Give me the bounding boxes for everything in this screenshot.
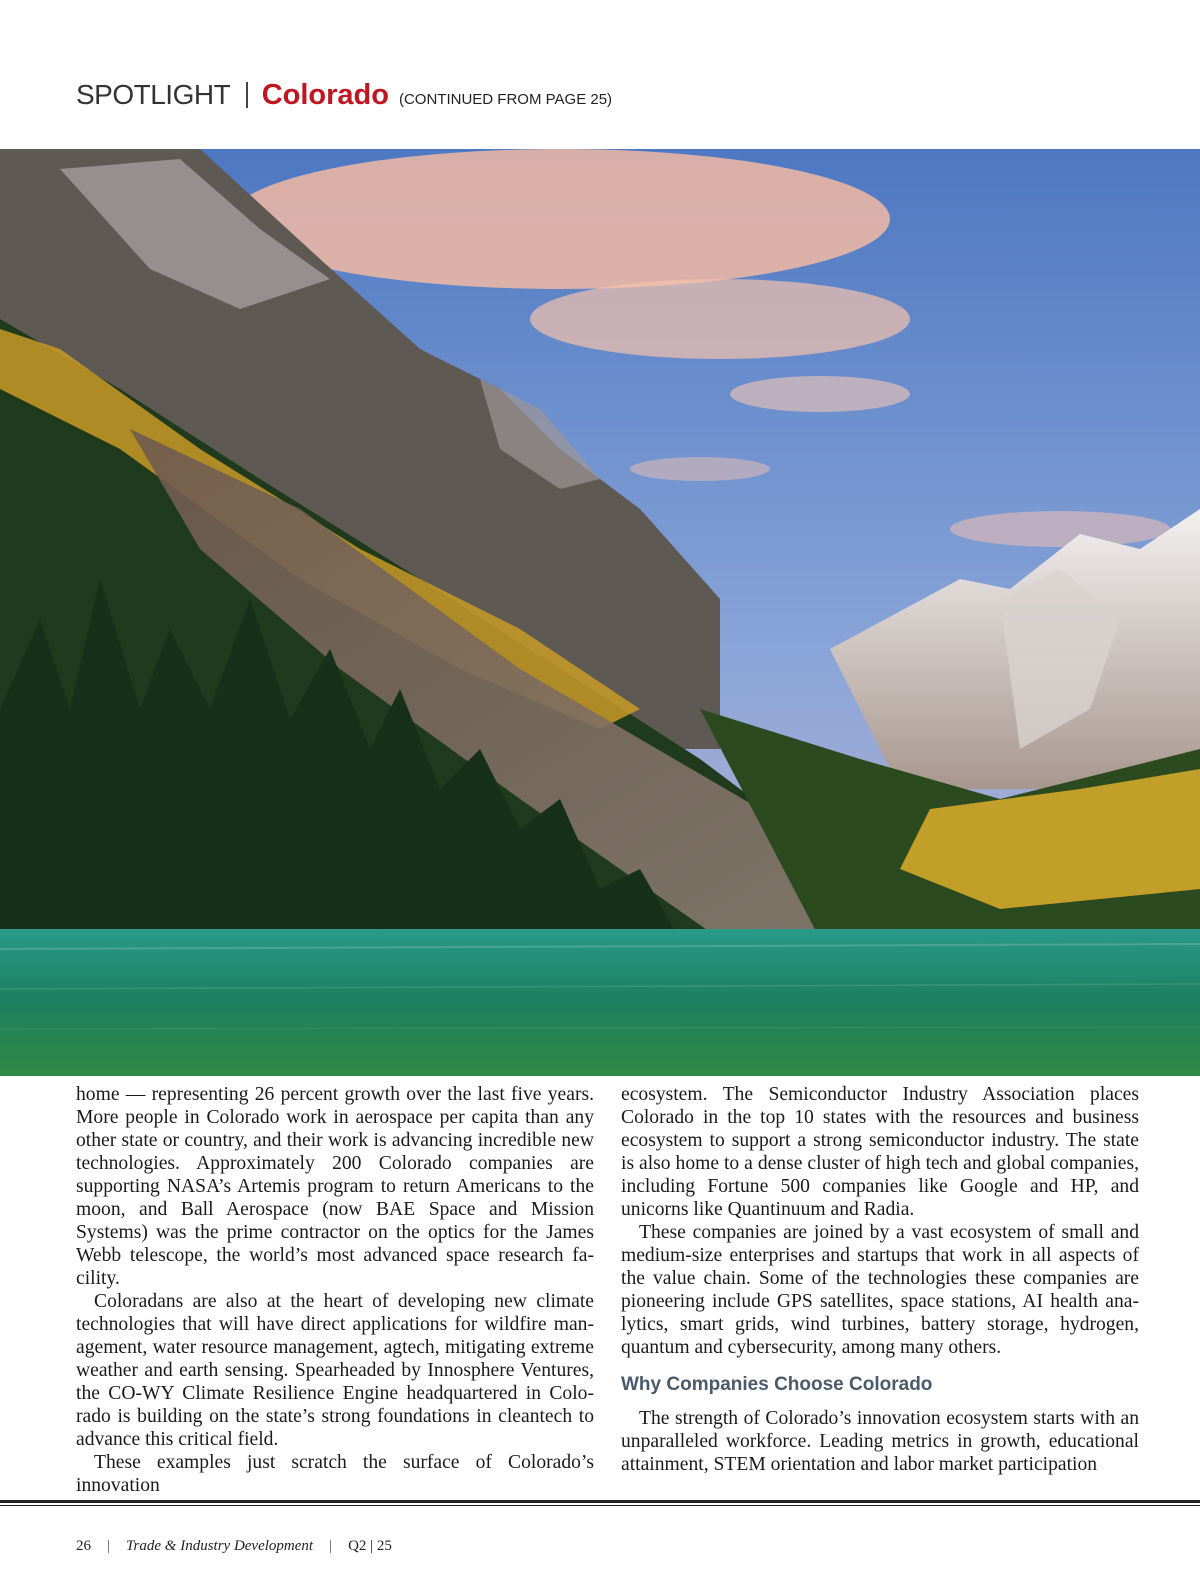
paragraph: ecosystem. The Semiconductor Industry Association places Colorado in the top 10 states with the resources and business ecosystem to support a strong semiconductor industry. The state is also home to a dense cluster of high tech and global companies, including Fortune 500 companies like Google and HP, and unicorns like Quantinuum and Radia. bbox=[621, 1084, 1139, 1220]
region-title: Colorado bbox=[261, 79, 389, 111]
article-column-left bbox=[76, 1083, 594, 1497]
paragraph: Coloradans are also at the heart of developing new climate technologies that will have direct applications for wildfire management, water resource management, agtech, mitigating extreme weather and earth sensing. Spearheaded by Innosphere Ventures, the CO-WY Climate Resilience Engine headquartered in Colorado is building on the state’s strong foundations in cleantech to advance this critical field. bbox=[76, 1291, 594, 1450]
publication-name: Trade & Industry Development bbox=[126, 1538, 314, 1554]
section-label: SPOTLIGHT bbox=[76, 79, 231, 110]
paragraph: These companies are joined by a vast ecosystem of small and medium-size enterprises and startups that work in all aspects of the value chain. Some of the technologies these companies are pioneering include GPS satellites, space stations, AI health analytics, smart grids, wind turbines, battery storage, hydrogen, quantum and cybersecurity, among many others. bbox=[621, 1222, 1139, 1358]
footer-rule bbox=[0, 1500, 1200, 1503]
header-divider bbox=[246, 82, 248, 108]
page-header bbox=[76, 78, 612, 118]
issue-label: Q2 | 25 bbox=[348, 1538, 392, 1554]
continued-note: (CONTINUED FROM PAGE 25) bbox=[398, 91, 613, 108]
paragraph: These examples just scratch the surface of Colorado’s innovation bbox=[76, 1452, 594, 1496]
landscape-photo bbox=[0, 149, 1200, 1076]
footer-separator: | bbox=[329, 1538, 333, 1554]
footer-separator: | bbox=[107, 1538, 111, 1554]
section-subheading: Why Companies Choose Colorado bbox=[621, 1374, 933, 1395]
paragraph: home — representing 26 percent growth over the last five years. More people in Colorado work in aerospace per capita than any other state or country, and their work is advancing incredible new technologies. Approximately 200 Colorado companies are supporting NASA’s Artemis program to return Americans to the moon, and Ball Aerospace (now BAE Space and Mission Systems) was the prime contractor on the optics for the James Webb telescope, the world’s most advanced space research facility. bbox=[76, 1084, 594, 1289]
footer-rule-thin bbox=[0, 1505, 1200, 1506]
paragraph: The strength of Colorado’s innovation ecosystem starts with an unparalleled workforce. Leading metrics in growth, educational attainment, STEM orientation and labor market participation bbox=[621, 1408, 1139, 1475]
article-column-right bbox=[621, 1083, 1139, 1476]
page-footer bbox=[76, 1538, 392, 1555]
page-number: 26 bbox=[76, 1538, 91, 1554]
